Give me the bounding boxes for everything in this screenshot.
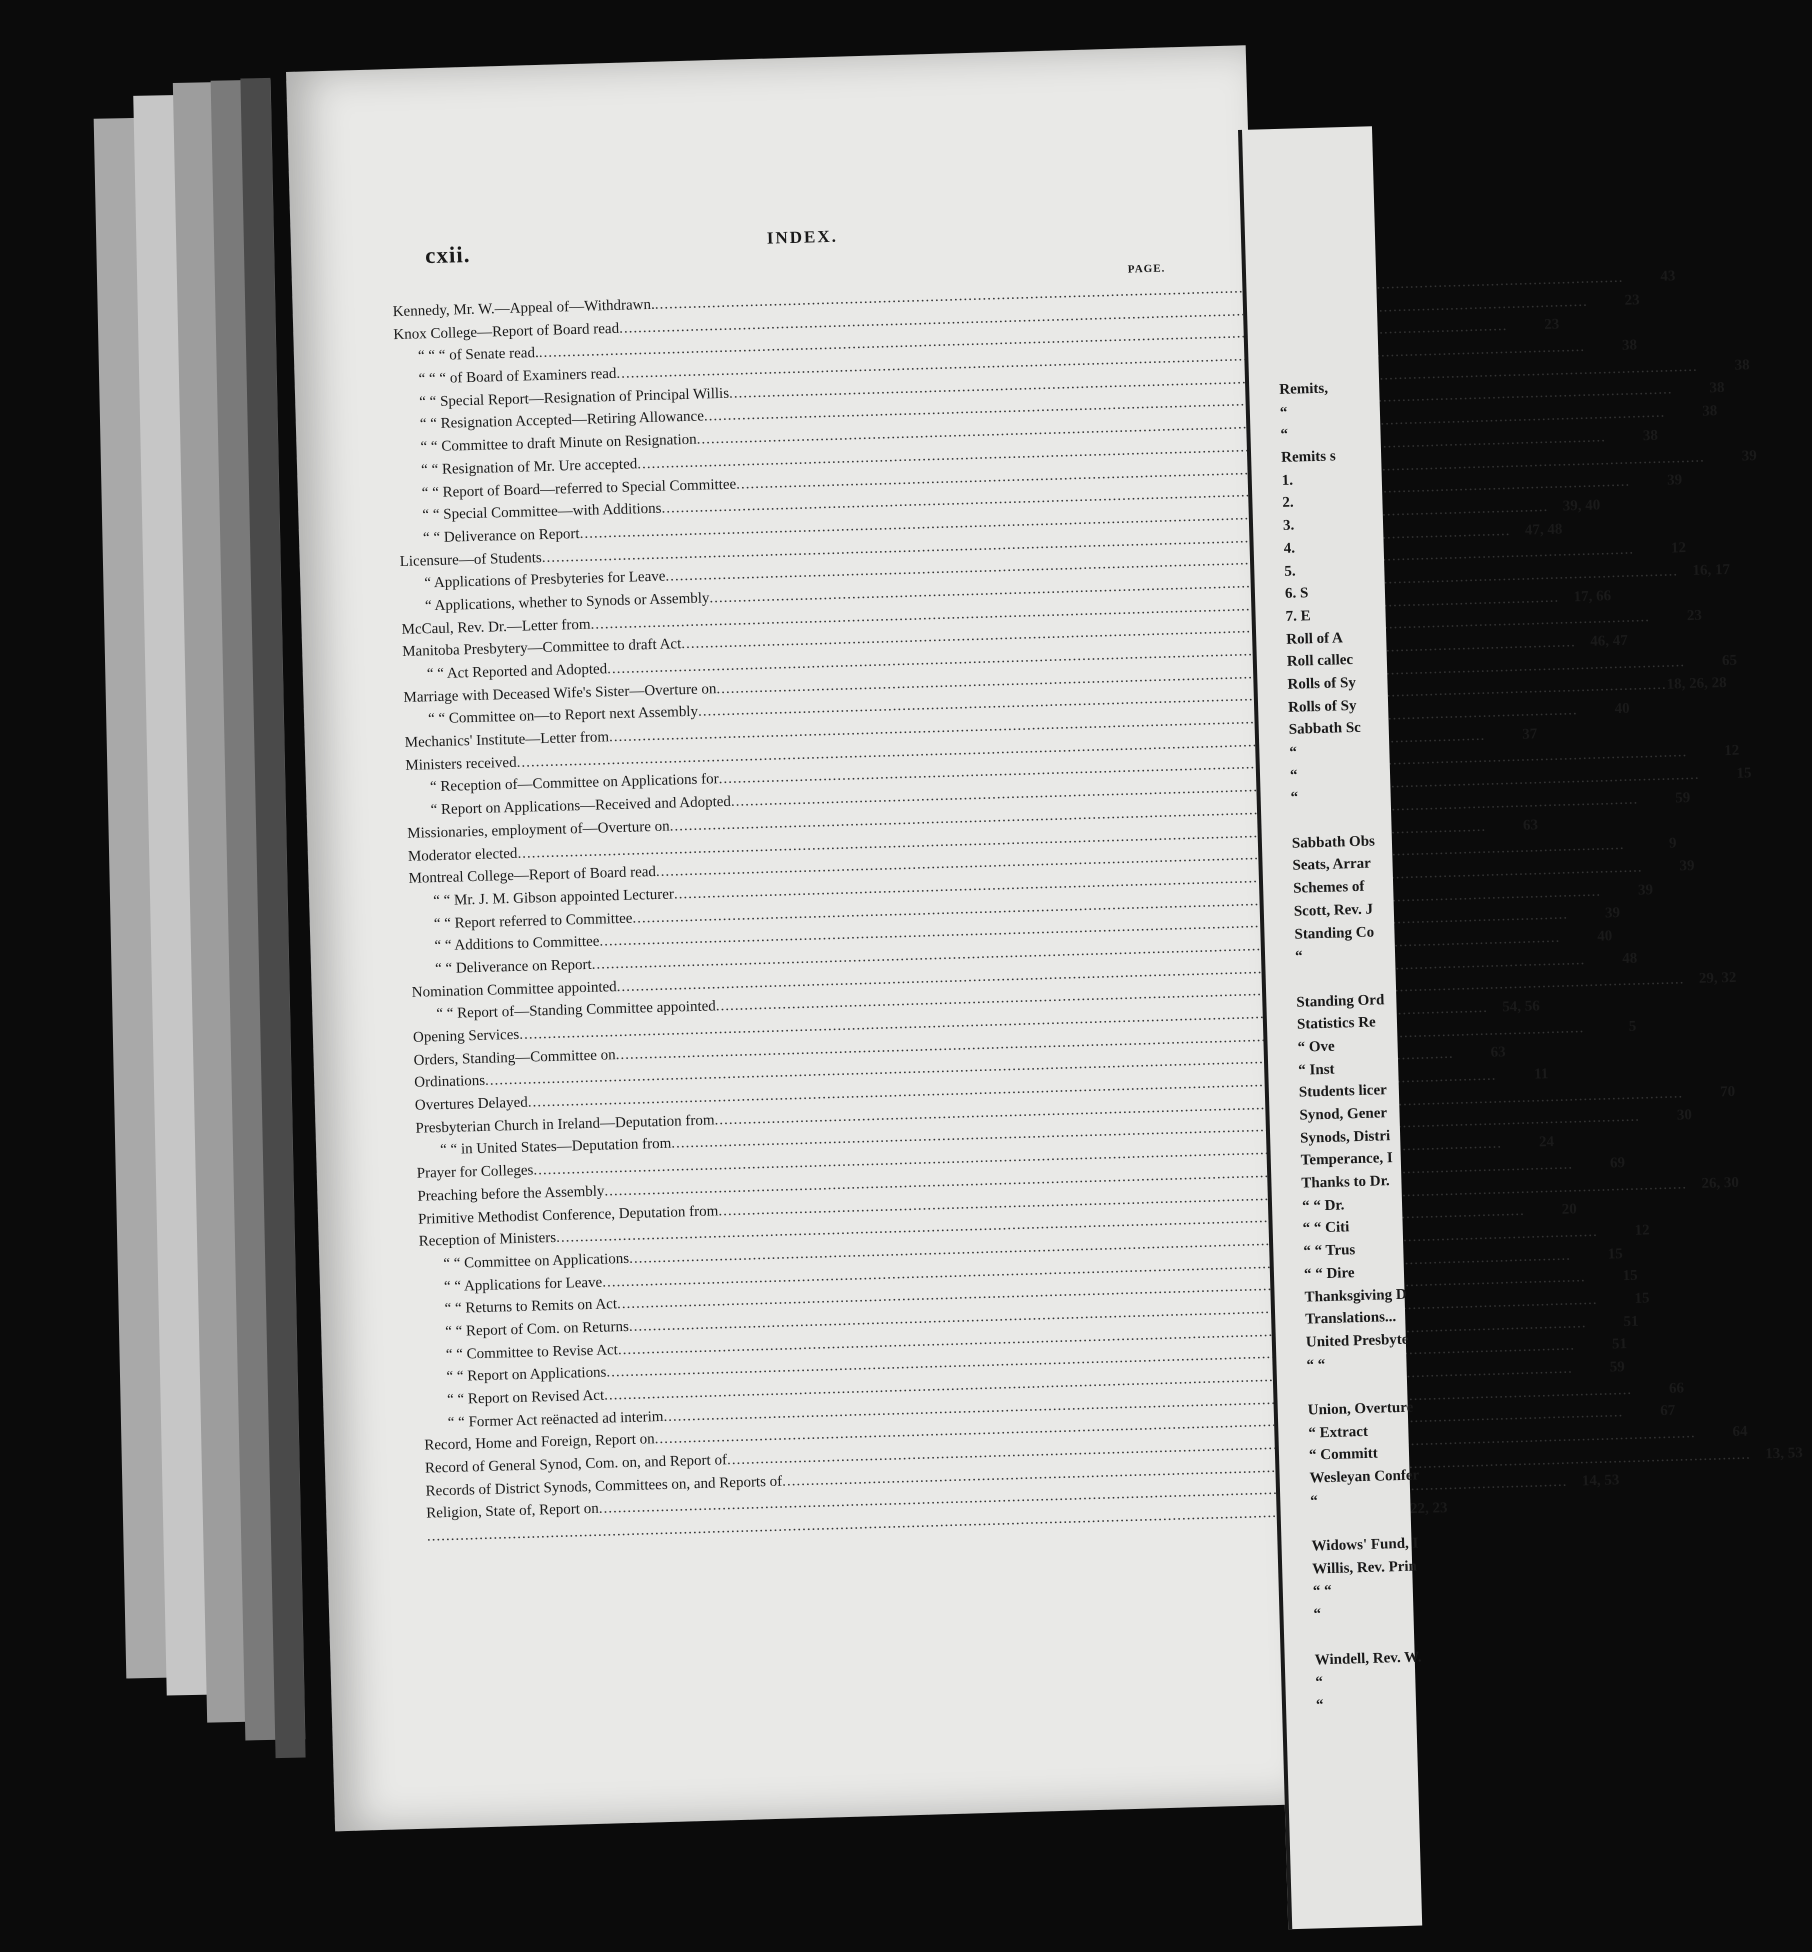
index-entry-page: 26, 30 [1701, 1174, 1740, 1192]
index-entry-page: 39 [1741, 447, 1757, 464]
index-entry-text: “ “ Report of Board—referred to Special Committee [421, 476, 737, 501]
facing-page-line: Rolls of Sy [1287, 697, 1357, 716]
index-entry-page: 38 [1702, 403, 1718, 420]
index-entry-page: 12 [1724, 743, 1740, 760]
index-entry-page: 63 [1490, 1044, 1506, 1062]
index-entry-page: 9 [1668, 835, 1677, 852]
index-entry-text: “ Applications of Presbyteries for Leave [424, 568, 666, 592]
facing-page-line: “ Extract [1308, 1423, 1369, 1442]
index-entry-page: 51 [1611, 1336, 1628, 1353]
facing-page-line [1307, 1374, 1418, 1400]
facing-page-line: Standing Co [1294, 924, 1375, 943]
index-entry-page: 24 [1538, 1134, 1555, 1151]
facing-page-line: Thanksgiving D [1304, 1286, 1407, 1306]
facing-page-line: “ [1310, 1492, 1319, 1510]
facing-page-line: Union, Overture [1307, 1399, 1414, 1419]
facing-page-line: “ “ Trus [1303, 1242, 1356, 1260]
facing-page-line: Wesleyan Confer [1309, 1467, 1420, 1487]
facing-page-line: Widows' Fund, I [1311, 1535, 1419, 1555]
index-entry-text: Preaching before the Assembly [417, 1183, 605, 1205]
index-entry-page: 15 [1736, 765, 1752, 782]
index-entry-page: 54, 56 [1502, 998, 1541, 1016]
index-entry-text: Nomination Committee appointed [411, 978, 617, 1001]
index-entry-text: “ Report on Applications—Received and Adopted [430, 793, 732, 819]
facing-page-line: “ “ Citi [1302, 1219, 1350, 1238]
facing-page-line: “ [1290, 789, 1299, 807]
index-entry-page: 67 [1660, 1403, 1676, 1420]
facing-page-line: “ Inst [1298, 1061, 1335, 1079]
facing-page-line: “ [1294, 948, 1303, 965]
index-entry-text: “ “ in United States—Deputation from [439, 1136, 672, 1159]
index-entry-page: 18, 26, 28 [1666, 675, 1727, 694]
index-entry-page: 39 [1666, 472, 1683, 489]
index-entry-text: “ “ Committee on Applications [443, 1250, 630, 1272]
index-entry-page: 20 [1561, 1201, 1577, 1219]
facing-page-line: Statistics Re [1296, 1014, 1376, 1033]
index-entry-page: 48 [1622, 950, 1638, 967]
facing-page-line: “ “ [1306, 1356, 1326, 1374]
facing-page-line [1291, 807, 1402, 833]
index-entry-page: 38 [1734, 356, 1750, 374]
facing-page-line: Remits s [1280, 448, 1336, 466]
page-heading: INDEX. [766, 226, 839, 248]
facing-page-line: United Presbyte [1305, 1331, 1409, 1351]
index-entry-text: Records of District Synods, Committees on, and Reports of [425, 1473, 783, 1500]
index-entry-page: 59 [1675, 789, 1691, 807]
index-entry-text: Missionaries, employment of—Overture on [407, 818, 670, 842]
index-entry-text: “ “ Committee to draft Minute on Resignation [420, 431, 697, 456]
facing-page-line: “ “ Dr. [1301, 1197, 1345, 1215]
facing-page-line: Synod, Gener [1299, 1105, 1388, 1124]
facing-page-line: 4. [1283, 540, 1296, 557]
facing-page-line: Remits, [1279, 380, 1329, 398]
index-entry-text: “ “ Committee on—to Report next Assembly [427, 704, 699, 728]
index-entry-page: 39 [1604, 905, 1621, 922]
facing-page-line [1314, 1623, 1425, 1649]
index-entry-page: 66 [1668, 1380, 1685, 1397]
index-entry-text: “ “ Report referred to Committee [433, 910, 633, 932]
index-entry-page: 17, 66 [1573, 587, 1612, 605]
index-entry-text: “ “ Committee to Revise Act [445, 1341, 619, 1363]
facing-page-line: Translations... [1305, 1309, 1397, 1328]
facing-page-line: Schemes of [1292, 878, 1365, 897]
index-entry-page: 47, 48 [1524, 521, 1563, 539]
index-entry-page: 39 [1637, 881, 1654, 899]
index-entry-page: 63 [1522, 816, 1539, 834]
index-entry-page: 37 [1521, 726, 1538, 743]
index-entry-text: “ “ Report of Com. on Returns [445, 1318, 630, 1340]
index-entry-page: 40 [1597, 928, 1613, 945]
index-entry-page: 43 [1660, 268, 1676, 285]
facing-page-line: Rolls of Sy [1287, 674, 1357, 693]
index-entry-page: 23 [1544, 316, 1560, 334]
index-entry-page: 38 [1709, 380, 1725, 397]
index-entry-text: McCaul, Rev. Dr.—Letter from [401, 616, 591, 638]
index-entry-page: 22, 23 [1409, 1500, 1448, 1518]
index-entry-page: 12 [1670, 540, 1687, 557]
facing-page-line: Sabbath Obs [1291, 833, 1376, 852]
facing-page-line: “ Committ [1308, 1445, 1378, 1464]
index-entry-page: 12 [1634, 1222, 1650, 1239]
facing-page-line: Roll of A [1286, 629, 1344, 648]
facing-page-line: Students licer [1298, 1082, 1388, 1101]
index-entry-page: 39 [1679, 857, 1695, 875]
facing-page-line [1295, 966, 1406, 992]
facing-page-line: 2. [1282, 495, 1294, 512]
index-entry-page: 15 [1634, 1290, 1650, 1307]
index-entry-text: “ “ Special Report—Resignation of Principal Willis [419, 385, 730, 411]
facing-page-line: “ [1313, 1606, 1322, 1623]
index-entry-page: 65 [1721, 652, 1738, 669]
index-entry-page: 40 [1614, 700, 1630, 718]
index-entry-text: “ “ Resignation Accepted—Retiring Allowance [419, 408, 705, 433]
index-entry-page: 70 [1719, 1083, 1736, 1101]
index-entry-text: Prayer for Colleges [416, 1162, 534, 1182]
index-entry-page: 38 [1642, 427, 1659, 445]
index-entry-text: “ “ Former Act reënacted ad interim [447, 1408, 664, 1431]
facing-page-line: Scott, Rev. J [1293, 901, 1374, 920]
index-entry-page: 13, 53 [1765, 1444, 1804, 1462]
index-entry-text: “ “ Report on Applications [446, 1364, 607, 1386]
index-entry-text: Religion, State of, Report on [426, 1501, 599, 1523]
index-entry-text: Licensure—of Students [399, 549, 542, 570]
index-entry-text: “ “ Applications for Leave [443, 1274, 603, 1295]
index-entry-text: “ “ Report of—Standing Committee appointed [436, 998, 717, 1023]
facing-page-line [1311, 1510, 1422, 1536]
index-entry-text: Manitoba Presbytery—Committee to draft Act [402, 636, 682, 661]
index-entry-page: 64 [1732, 1423, 1748, 1441]
index-entry-text: Record of General Synod, Com. on, and Report of [424, 1452, 728, 1477]
index-entry-text: “ Reception of—Committee on Applications for [429, 771, 719, 796]
index-entry-text: “ “ Deliverance on Report [422, 525, 580, 547]
index-entry-text: “ “ Report on Revised Act [446, 1387, 605, 1409]
index-entry-page: 16, 17 [1692, 561, 1731, 579]
page-column-label: PAGE. [1127, 262, 1166, 276]
facing-page-line: Seats, Arrar [1292, 856, 1372, 875]
facing-page-line: “ Ove [1297, 1038, 1335, 1056]
index-entry-page: 14, 53 [1581, 1472, 1620, 1490]
index-entry-text: Orders, Standing—Committee on [413, 1046, 616, 1069]
facing-page-line: “ “ [1312, 1583, 1332, 1600]
index-entry-page: 39, 40 [1562, 497, 1601, 515]
index-entry-text: Record, Home and Foreign, Report on [424, 1431, 655, 1455]
facing-page-line: Windell, Rev. W. [1314, 1648, 1422, 1668]
index-entry-text: “ “ “ of Senate read. [417, 345, 539, 365]
index-entry-text: Kennedy, Mr. W.—Appeal of—Withdrawn. [392, 296, 656, 321]
index-entry-text: “ “ Special Committee—with Additions [422, 500, 662, 524]
index-entry-text: Ministers received [405, 754, 517, 774]
index-entry-page: 46, 47 [1590, 632, 1629, 650]
index-entry-text: Presbyterian Church in Ireland—Deputation from [415, 1112, 715, 1137]
facing-page-line: “ [1289, 767, 1298, 784]
facing-page-line: Sabbath Sc [1288, 720, 1362, 739]
index-entry-text: Overtures Delayed [414, 1094, 528, 1114]
facing-page-line: Willis, Rev. Prin [1311, 1558, 1418, 1578]
index-entry-page: 23 [1624, 291, 1640, 309]
facing-page-line: Synods, Distri [1299, 1127, 1391, 1147]
facing-page-line: “ “ Dire [1303, 1265, 1355, 1283]
facing-page-line: 7. E [1285, 608, 1311, 625]
index-entry-text: Marriage with Deceased Wife's Sister—Overture on [403, 680, 717, 706]
index-entry-page: 30 [1676, 1107, 1693, 1125]
index-entry-text: Knox College—Report of Board read [393, 320, 620, 343]
index-entry-text: “ “ Resignation of Mr. Ure accepted [420, 456, 638, 479]
index-entry-page: 38 [1621, 337, 1638, 354]
index-entry-text: “ “ Mr. J. M. Gibson appointed Lecturer [432, 886, 675, 910]
index-entry-page: 15 [1607, 1245, 1624, 1263]
index-entry-text: Mechanics' Institute—Letter from [404, 729, 610, 752]
page-folio: cxii. [424, 241, 471, 269]
index-entry-text: “ “ Returns to Remits on Act [444, 1296, 618, 1318]
facing-page-line: 5. [1284, 563, 1296, 580]
index-entry-page: 5 [1628, 1018, 1637, 1035]
facing-page-line: 3. [1282, 517, 1295, 535]
index-entry-page: 51 [1623, 1313, 1639, 1330]
facing-page-line: “ [1315, 1674, 1324, 1691]
index-entry-text: “ “ “ of Board of Examiners read [418, 365, 617, 388]
index-entry-page: 23 [1686, 607, 1703, 625]
facing-page-line: “ [1315, 1697, 1324, 1714]
index-entry-text: “ “ Additions to Committee [434, 933, 600, 955]
facing-page-line: “ [1279, 404, 1288, 421]
index-entry-page: 15 [1622, 1267, 1638, 1285]
facing-page-line: Temperance, I [1300, 1150, 1393, 1170]
facing-page-line: 1. [1281, 472, 1294, 489]
index-entry-page: 59 [1609, 1359, 1625, 1376]
index-entry-page: 69 [1609, 1154, 1626, 1172]
index-entry-text: “ “ Act Reported and Adopted [426, 661, 608, 683]
index-entry-text: Moderator elected [407, 845, 518, 865]
index-entry-text: Opening Services [412, 1026, 520, 1046]
index-entry-text: Primitive Methodist Conference, Deputation from [417, 1202, 719, 1228]
index-entry-text: Ordinations [414, 1073, 486, 1092]
facing-page-line: Standing Ord [1296, 991, 1385, 1011]
facing-page-line: Roll callec [1286, 652, 1354, 671]
index-entry-text: “ Applications, whether to Synods or Assembly [424, 590, 710, 615]
index-entry-page: 11 [1533, 1066, 1549, 1083]
index-entry-text: Montreal College—Report of Board read [408, 864, 657, 888]
index-entry-page: 29, 32 [1698, 970, 1737, 988]
index-entry-text: Reception of Ministers [418, 1230, 557, 1250]
facing-page-line: 6. S [1284, 585, 1309, 603]
index-entry-text: “ “ Deliverance on Report [434, 956, 592, 978]
facing-page-line: “ [1289, 744, 1298, 761]
facing-page-line: Thanks to Dr. [1301, 1173, 1390, 1192]
facing-page-line: “ [1280, 427, 1289, 444]
